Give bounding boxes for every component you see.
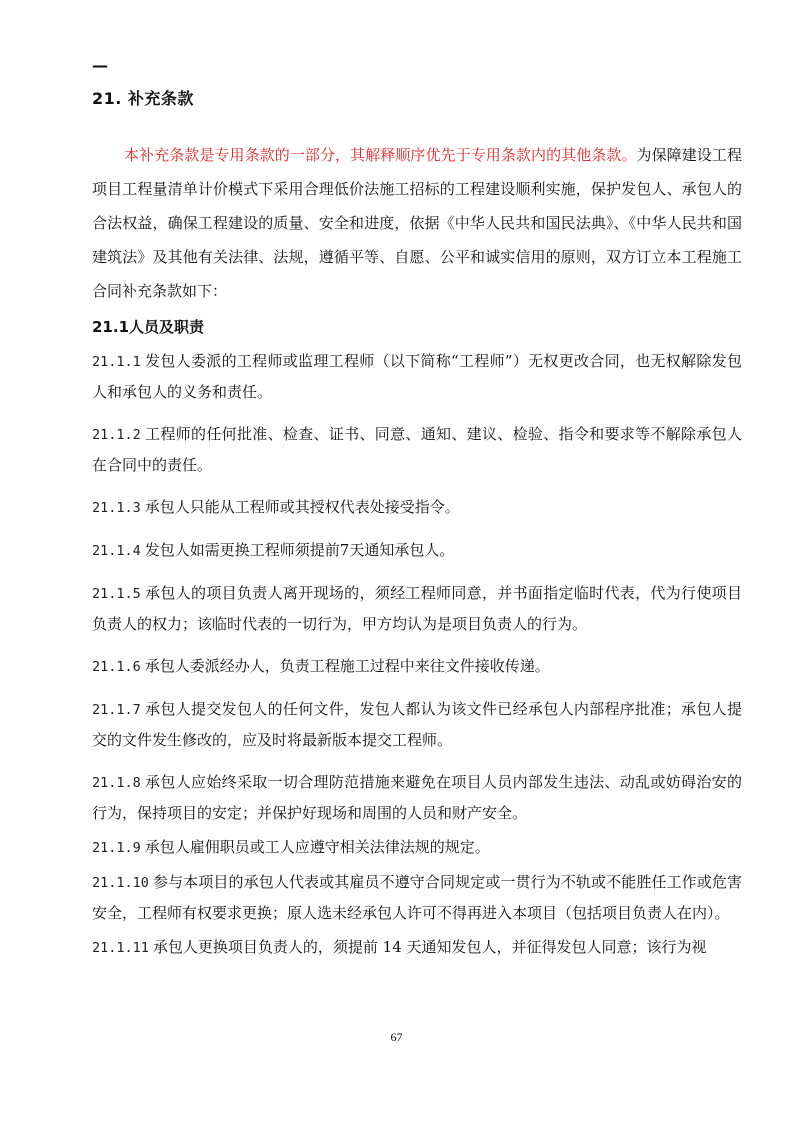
clause-item: [92, 492, 742, 523]
clause-text: 发包人委派的工程师或监理工程师（以下简称“工程师”）无权更改合同，也无权解除发包人和承包人的义务和责任。: [92, 352, 742, 401]
clause-number: 21.1.4: [92, 543, 141, 559]
clause-text: 工程师的任何批准、检查、证书、同意、通知、建议、检验、指令和要求等不解除承包人在合同中的责任。: [92, 425, 742, 474]
clause-item: [92, 867, 742, 928]
clause-number: 21.1.9: [92, 840, 141, 856]
clause-text: 承包人应始终采取一切合理防范措施来避免在项目人员内部发生违法、动乱或妨碍治安的行为，保持项目的安定；并保护好现场和周围的人员和财产安全。: [92, 773, 742, 822]
clause-item: [92, 578, 742, 639]
clause-text: 承包人提交发包人的任何文件，发包人都认为该文件已经承包人内部程序批准；承包人提交的文件发生修改的，应及时将最新版本提交工程师。: [92, 700, 742, 749]
clause-text: 参与本项目的承包人代表或其雇员不遵守合同规定或一贯行为不轨或不能胜任工作或危害安全，工程师有权要求更换；原人选未经承包人许可不得再进入本项目（包括项目负责人在内）。: [92, 873, 742, 922]
clause-text: 承包人的项目负责人离开现场的，须经工程师同意，并书面指定临时代表，代为行使项目负责人的权力；该临时代表的一切行为，甲方均认为是项目负责人的行为。: [92, 584, 742, 633]
clause-text: 发包人如需更换工程师须提前7天通知承包人。: [144, 541, 455, 559]
clause-number: 21.1.7: [92, 702, 141, 718]
subsection-title: 21.1人员及职责: [92, 318, 205, 336]
clause-list: [92, 346, 742, 963]
clause-item: [92, 419, 742, 480]
clause-number: 21.1.3: [92, 500, 141, 516]
clause-number: 21.1.1: [92, 354, 141, 370]
clause-number: 21.1.2: [92, 427, 141, 443]
clause-item: [92, 651, 742, 682]
clause-item: [92, 346, 742, 407]
clause-item: [92, 767, 742, 828]
clause-text: 承包人雇佣职员或工人应遵守相关法律法规的规定。: [144, 838, 490, 856]
clause-text: 承包人更换项目负责人的，须提前 14 天通知发包人，并征得发包人同意；该行为视: [152, 938, 707, 956]
clause-text: 承包人委派经办人，负责工程施工过程中来往文件接收传递。: [144, 657, 550, 675]
clause-item: [92, 535, 742, 566]
header-dash: —: [92, 56, 108, 75]
intro-paragraph: [92, 138, 742, 308]
clause-number: 21.1.10: [92, 875, 149, 891]
clause-item: [92, 832, 742, 863]
clause-number: 21.1.5: [92, 586, 141, 602]
intro-text: 为保障建设工程项目工程量清单计价模式下采用合理低价法施工招标的工程建设顺利实施，保护发包人、承包人的合法权益，确保工程建设的质量、安全和进度，依据《中华人民共和国民法典》、《中华人民共和国建筑法》及其他有关法律、法规，遵循平等、自愿、公平和诚实信用的原则，双方订立本工程施工合同补充条款如下：: [92, 146, 742, 300]
clause-item: [92, 932, 742, 963]
clause-number: 21.1.8: [92, 775, 141, 791]
clause-item: [92, 694, 742, 755]
clause-number: 21.1.6: [92, 659, 141, 675]
section-title: 21. 补充条款: [92, 89, 194, 108]
clause-number: 21.1.11: [92, 940, 149, 956]
clause-text: 承包人只能从工程师或其授权代表处接受指令。: [144, 498, 460, 516]
page-number: 67: [390, 1030, 403, 1044]
intro-red-text: 本补充条款是专用条款的一部分，其解释顺序优先于专用条款内的其他条款。: [124, 146, 637, 164]
